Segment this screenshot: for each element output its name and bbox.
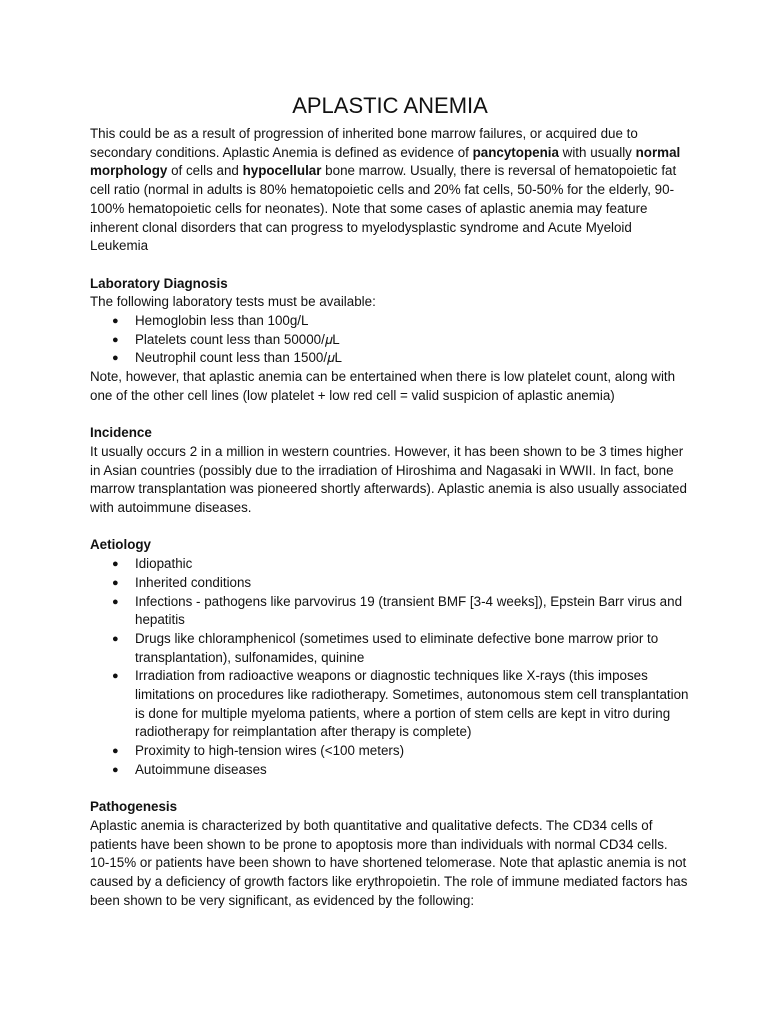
document-title: APLASTIC ANEMIA — [292, 93, 488, 118]
list-item: ● Idiopathic — [90, 555, 690, 574]
bullet-icon: ● — [112, 558, 119, 571]
document-page — [90, 90, 690, 910]
term-pancytopenia: pancytopenia — [472, 144, 559, 160]
list-item: ● Drugs like chloramphenicol (sometimes used to eliminate defective bone marrow prior to transplantation), sulfonamides, quinine — [112, 630, 659, 665]
lab-heading: Laboratory Diagnosis — [90, 275, 228, 291]
bullet-icon: ● — [112, 352, 119, 365]
bullet-icon: ● — [112, 632, 119, 645]
intro-text-2: with usually — [558, 144, 636, 160]
incidence-paragraph: It usually occurs 2 in a million in western countries. However, it has been shown to be 3 times higher in Asian countries (possibly due to the irradiation of Hiroshima and Nagasaki in WWII. In fact, bone marrow transplantation was pioneered shortly afterwards). Aplastic anemia is also usually associated with autoimmune diseases. — [90, 443, 687, 516]
bullet-icon: ● — [112, 333, 119, 346]
intro-paragraph — [90, 125, 690, 256]
lab-note: Note, however, that aplastic anemia can be entertained when there is low platelet count, along with one of the other cell lines (low platelet + low red cell = valid suspicion of aplastic anemia) — [90, 369, 676, 403]
bullet-icon: ● — [112, 315, 119, 328]
aetiology-list — [90, 555, 690, 779]
list-item: ● Proximity to high-tension wires (<100 meters) — [90, 742, 690, 761]
intro-text-3: of cells and — [167, 163, 243, 179]
list-item: ● Inherited conditions — [90, 574, 690, 593]
term-hypocellular: hypocellular — [242, 163, 322, 179]
list-item: ● Platelets count less than 50000/𝜇L — [90, 331, 690, 350]
lab-list — [90, 312, 690, 368]
intro-text-4: bone marrow. Usually, there is reversal of hematopoietic fat cell ratio (normal in adults is 80% hematopoietic cells and 20% fat cells, 50-50% for the elderly, 90-100% hematopoietic cells for neonates). Note that some cases of aplastic anemia may feature inherent clonal disorders that can progress to myelodysplastic syndrome and Acute Myeloid Leukemia — [90, 163, 677, 254]
bullet-icon: ● — [112, 595, 119, 608]
list-item: ● Hemoglobin less than 100g/L — [90, 312, 690, 331]
pathogenesis-paragraph: Aplastic anemia is characterized by both quantitative and qualitative defects. The CD34 cells of patients have been shown to be prone to apoptosis more than individuals with normal CD34 cells. 10-15% or patients have been shown to have shortened telomerase. Note that aplastic anemia is not caused by a deficiency of growth factors like erythropoietin. The role of immune mediated factors has been shown to be very significant, as evidenced by the following: — [90, 817, 688, 908]
list-item: ● Infections - pathogens like parvovirus 19 (transient BMF [3-4 weeks]), Epstein Barr virus and hepatitis — [112, 593, 683, 628]
aetiology-heading: Aetiology — [90, 537, 152, 553]
pathogenesis-heading: Pathogenesis — [90, 799, 178, 815]
incidence-heading: Incidence — [90, 425, 152, 441]
list-item: ● Autoimmune diseases — [90, 761, 690, 780]
list-item: ● Neutrophil count less than 1500/𝜇L — [90, 349, 690, 368]
term-normal-morphology: normal morphology — [90, 144, 681, 179]
bullet-icon: ● — [112, 745, 119, 758]
list-item: ● Irradiation from radioactive weapons or diagnostic techniques like X-rays (this imposes limitations on procedures like radiotherapy. Sometimes, autonomous stem cell transplantation is done for multiple myeloma patients, where a portion of stem cells are kept in vitro during radiotherapy for reimplantation after therapy is complete) — [112, 668, 689, 740]
lab-lead: The following laboratory tests must be available: — [90, 294, 376, 310]
bullet-icon: ● — [112, 763, 119, 776]
intro-text-1: This could be as a result of progression of inherited bone marrow failures, or acquired due to secondary conditions. Aplastic Anemia is defined as evidence of — [90, 126, 638, 160]
bullet-icon: ● — [112, 670, 119, 683]
bullet-icon: ● — [112, 576, 119, 589]
